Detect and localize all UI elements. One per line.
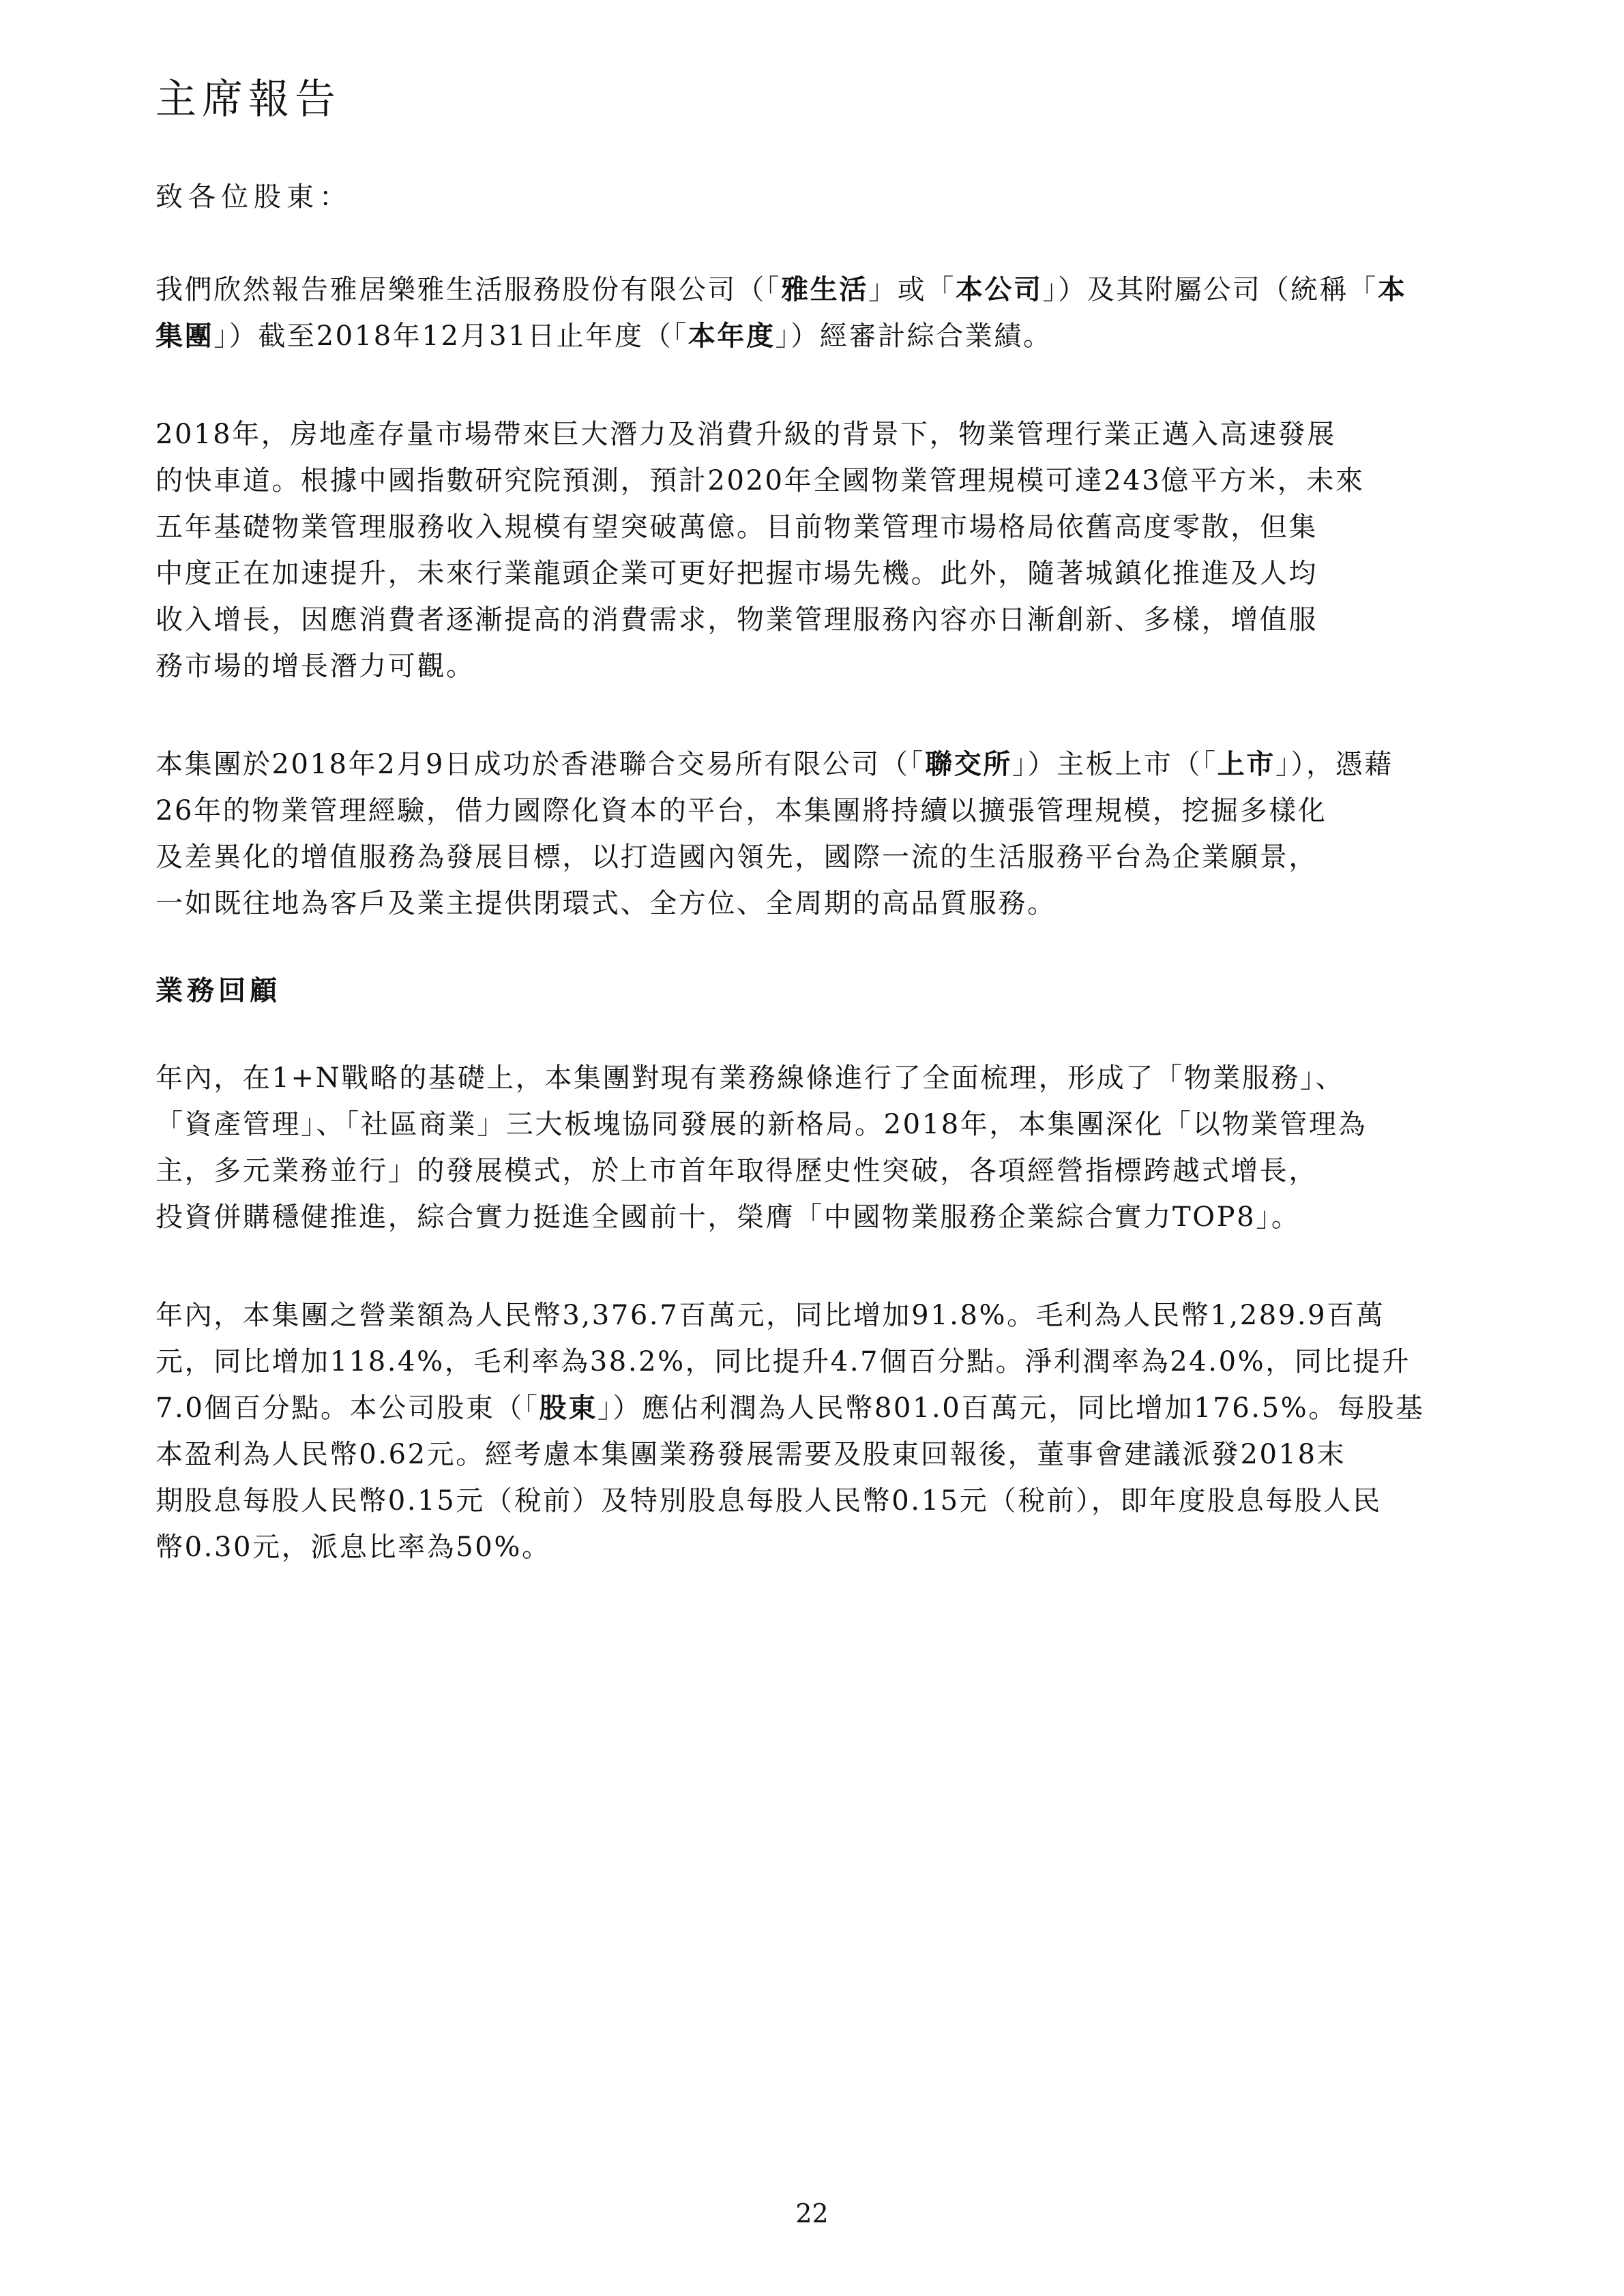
text-run: 」）經審計綜合業績。 bbox=[775, 320, 1052, 352]
paragraph-line: 務市場的增長潛力可觀。 bbox=[156, 651, 475, 682]
defined-term: 聯交所 bbox=[925, 749, 1012, 780]
paragraph-line: 年內，本集團之營業額為人民幣3,376.7百萬元，同比增加91.8%。毛利為人民幣1,289.9百萬 bbox=[156, 1300, 1385, 1331]
text-run: 」）及其附屬公司（統稱「 bbox=[1042, 274, 1378, 305]
defined-term: 雅生活 bbox=[781, 274, 869, 305]
section-heading-business-review: 業務回顧 bbox=[156, 975, 281, 1007]
page-title: 主席報告 bbox=[156, 76, 341, 123]
paragraph-line: 幣0.30元，派息比率為50%。 bbox=[156, 1532, 551, 1563]
paragraph-line: 「資產管理」、「社區商業」三大板塊協同發展的新格局。2018年，本集團深化「以物業管理為 bbox=[156, 1109, 1368, 1140]
intro-paragraph bbox=[156, 267, 1468, 359]
paragraph-line bbox=[156, 1385, 1468, 1431]
text-run: 我們欣然報告雅居樂雅生活服務股份有限公司（「 bbox=[156, 274, 782, 305]
paragraph-line: 元，同比增加118.4%，毛利率為38.2%，同比提升4.7個百分點。淨利潤率為24.0%，同比提升 bbox=[156, 1346, 1411, 1377]
defined-term: 上市 bbox=[1217, 749, 1275, 780]
paragraph-line: 期股息每股人民幣0.15元（稅前）及特別股息每股人民幣0.15元（稅前），即年度股息每股人民 bbox=[156, 1485, 1382, 1517]
defined-term: 本 bbox=[1377, 274, 1407, 305]
paragraph-line: 主，多元業務並行」的發展模式，於上市首年取得歷史性突破，各項經營指標跨越式增長， bbox=[156, 1155, 1318, 1187]
defined-term: 集團 bbox=[156, 320, 214, 352]
paragraph-line: 中度正在加速提升，未來行業龍頭企業可更好把握市場先機。此外，隨著城鎮化推進及人均 bbox=[156, 558, 1318, 589]
paragraph-line bbox=[156, 313, 1468, 359]
text-run: 」）主板上市（「 bbox=[1012, 749, 1217, 780]
market-paragraph bbox=[156, 411, 1468, 689]
text-run: 」或「 bbox=[868, 274, 956, 305]
text-run: 」），憑藉 bbox=[1275, 749, 1393, 780]
paragraph-line bbox=[156, 267, 1468, 313]
paragraph-line: 2018年，房地產存量市場帶來巨大潛力及消費升級的背景下，物業管理行業正邁入高速發展 bbox=[156, 419, 1336, 450]
paragraph-line: 一如既往地為客戶及業主提供閉環式、全方位、全周期的高品質服務。 bbox=[156, 888, 1057, 919]
paragraph-line: 五年基礎物業管理服務收入規模有望突破萬億。目前物業管理市場格局依舊高度零散，但集 bbox=[156, 511, 1318, 543]
paragraph-line: 年內，在1+N戰略的基礎上，本集團對現有業務線條進行了全面梳理，形成了「物業服務」、 bbox=[156, 1062, 1345, 1094]
strategy-paragraph bbox=[156, 1055, 1468, 1240]
text-run: 」）截至2018年12月31日止年度（「 bbox=[213, 320, 688, 352]
text-run: 」）應佔利潤為人民幣801.0百萬元，同比增加176.5%。每股基 bbox=[597, 1392, 1425, 1424]
paragraph-line bbox=[156, 741, 1468, 788]
page-number: 22 bbox=[795, 2198, 829, 2228]
paragraph-line: 投資併購穩健推進，綜合實力挺進全國前十，榮膺「中國物業服務企業綜合實力TOP8」。 bbox=[156, 1202, 1301, 1233]
paragraph-line: 及差異化的增值服務為發展目標，以打造國內領先，國際一流的生活服務平台為企業願景， bbox=[156, 841, 1318, 873]
paragraph-line: 的快車道。根據中國指數研究院預測，預計2020年全國物業管理規模可達243億平方米，未來 bbox=[156, 465, 1365, 496]
text-run: 7.0個百分點。本公司股東（「 bbox=[156, 1392, 540, 1424]
listing-paragraph bbox=[156, 741, 1468, 927]
paragraph-line: 本盈利為人民幣0.62元。經考慮本集團業務發展需要及股東回報後，董事會建議派發2018末 bbox=[156, 1439, 1346, 1470]
defined-term: 本年度 bbox=[688, 320, 776, 352]
results-paragraph bbox=[156, 1292, 1468, 1570]
defined-term: 股東 bbox=[539, 1392, 597, 1424]
defined-term: 本公司 bbox=[955, 274, 1043, 305]
text-run: 本集團於2018年2月9日成功於香港聯合交易所有限公司（「 bbox=[156, 749, 926, 780]
paragraph-line: 26年的物業管理經驗，借力國際化資本的平台，本集團將持續以擴張管理規模，挖掘多樣化 bbox=[156, 795, 1327, 826]
paragraph-line: 收入增長，因應消費者逐漸提高的消費需求，物業管理服務內容亦日漸創新、多樣，增值服 bbox=[156, 604, 1318, 636]
salutation: 致各位股東： bbox=[156, 181, 352, 213]
